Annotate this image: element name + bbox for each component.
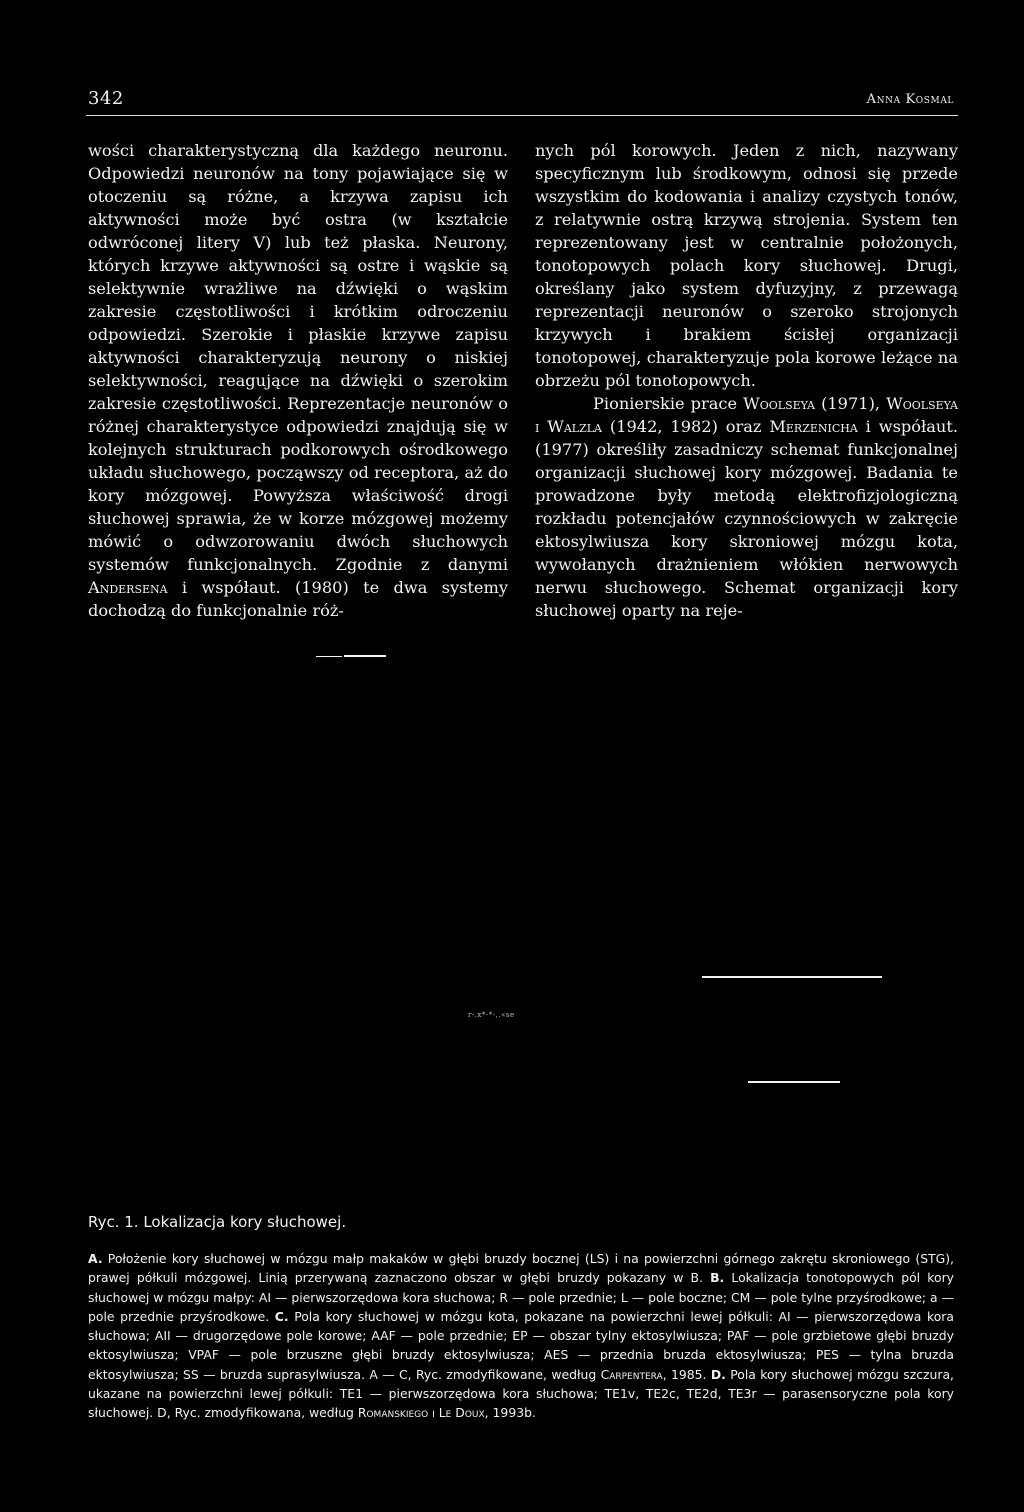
page-number: 342 — [88, 88, 124, 109]
left-column — [88, 139, 508, 622]
figure-stroke-2 — [344, 655, 386, 657]
caption-text-d: Pola kory słuchowej mózgu szczura, ukazane na powierzchni lewej półkuli: TE1 — pierwszorzędowa kora słuchowa; TE1v, TE2c, TE2d, TE3r — parasensoryczne pola kory słuchowej. D, Ryc. zmodyfikowana, według — [88, 1366, 954, 1421]
author-merzenich: Merzenicha — [769, 417, 858, 436]
figure-caption — [88, 1249, 954, 1423]
author-carpenter: Carpentera — [600, 1366, 663, 1382]
left-text-2: i współaut. (1980) te dwa systemy dochodzą do funkcjonalnie róż- — [88, 578, 508, 620]
caption-text-a: Położenie kory słuchowej w mózgu małp makaków w głębi bruzdy bocznej (LS) i na powierzchni górnego zakrętu skroniowego (STG), prawej półkuli mózgowej. Linią przerywaną zaznaczono obszar w głębi bruzdy pokazany w B. — [88, 1251, 954, 1286]
figure-stroke-4 — [748, 1081, 840, 1083]
right-column — [535, 139, 958, 622]
right-text-b: (1971), — [815, 394, 887, 413]
figure-specks: r-.x*-*-,.«se — [468, 1011, 515, 1019]
right-paragraph-1: nych pól korowych. Jeden z nich, nazywany specyficznym lub środkowym, odnosi się przede wszystkim do kodowania i analizy czystych tonów, z relatywnie ostrą krzywą strojenia. System ten reprezentowany jest w centralnie położonych, tonotopowych polach kory słuchowej. Drugi, określany jako system dyfuzyjny, z przewagą reprezentacji neuronów o szeroko strojonych krzywych i brakiem ścisłej organizacji tonotopowej, charakteryzuje pola korowe leżące na obrzeżu pól tonotopowych. — [535, 141, 958, 390]
left-paragraph — [88, 139, 508, 622]
caption-mark-a: A. — [88, 1251, 103, 1266]
figure-stroke-1 — [316, 656, 342, 657]
author-andersen: Andersena — [88, 578, 168, 597]
caption-year-c: , 1985. — [662, 1366, 711, 1382]
caption-mark-d: D. — [710, 1366, 726, 1382]
figure-stroke-3 — [702, 976, 882, 978]
author-woolsey-walzl: Woolseya i Walzla — [535, 394, 958, 436]
caption-mark-b: B. — [710, 1270, 725, 1286]
author-woolsey: Woolseya — [743, 394, 816, 413]
right-paragraph-2 — [535, 392, 958, 622]
right-text-d: i współaut. (1977) określiły zasadniczy schemat funkcjonalnej organizacji słuchowej kory mózgowej. Badania te prowadzone były metodą elektrofizjologiczną rozkładu potencjałów czynnościowych w zakręcie ektosylwiusza kory skroniowej mózgu kota, wywołanych drażnieniem włókien nerwowych nerwu słuchowego. Schemat organizacji kory słuchowej oparty na reje- — [535, 417, 958, 620]
figure-label: Ryc. 1. Lokalizacja kory słuchowej. — [88, 1213, 347, 1231]
caption-end-d: , 1993b. — [484, 1405, 536, 1421]
caption-mark-c: C. — [274, 1308, 289, 1324]
right-text-a: Pionierskie prace — [593, 394, 744, 413]
caption-text — [88, 1249, 954, 1423]
running-head: Anna Kosmal — [866, 92, 954, 107]
right-text-c: (1942, 1982) oraz — [602, 417, 770, 436]
header-rule — [86, 115, 958, 116]
caption-text-c: Pola kory słuchowej w mózgu kota, pokazane na powierzchni lewej półkuli: AI — pierwszorzędowa kora słuchowa; AII — drugorzędowe pole korowe; AAF — pole przednie; EP — obszar tylny ektosylwiusza; PAF — pole grzbietowe głębi bruzdy ektosylwiusza; VPAF — pole brzuszne głębi bruzdy ektosylwiusza; AES — przednia bruzda ektosylwiusza; PES — tylna bruzda ektosylwiusza; SS — bruzda suprasylwiusza. A — C, Ryc. zmodyfikowane, według — [88, 1308, 954, 1382]
author-romanski: Romanskiego i Le Doux — [357, 1405, 485, 1421]
left-text-1: wości charakterystyczną dla każdego neuronu. Odpowiedzi neuronów na tony pojawiające się w otoczeniu są różne, a krzywa zapisu ich aktywności może być ostra (w kształcie odwróconej litery V) lub też płaska. Neurony, których krzywe aktywności są ostre i wąskie są selektywnie wrażliwe na dźwięki o wąskim zakresie częstotliwości i krótkim odroczeniu odpowiedzi. Szerokie i płaskie krzywe zapisu aktywności charakteryzują neurony o niskiej selektywności, reagujące na dźwięki o szerokim zakresie częstotliwości. Reprezentacje neuronów o różnej charakterystyce odpowiedzi znajdują się w kolejnych strukturach podkorowych ośrodkowego układu słuchowego, począwszy od receptora, aż do kory mózgowej. Powyższa właściwość drogi słuchowej sprawia, że w korze mózgowej możemy mówić o odwzorowaniu dwóch słuchowych systemów funkcjonalnych. Zgodnie z danymi — [88, 141, 508, 574]
caption-text-b: Lokalizacja tonotopowych pól kory słuchowej w mózgu małpy: AI — pierwszorzędowa kora słuchowa; R — pole przednie; L — pole boczne; CM — pole tylne przyśrodkowe; a — pole przednie przyśrodkowe. — [88, 1270, 954, 1324]
